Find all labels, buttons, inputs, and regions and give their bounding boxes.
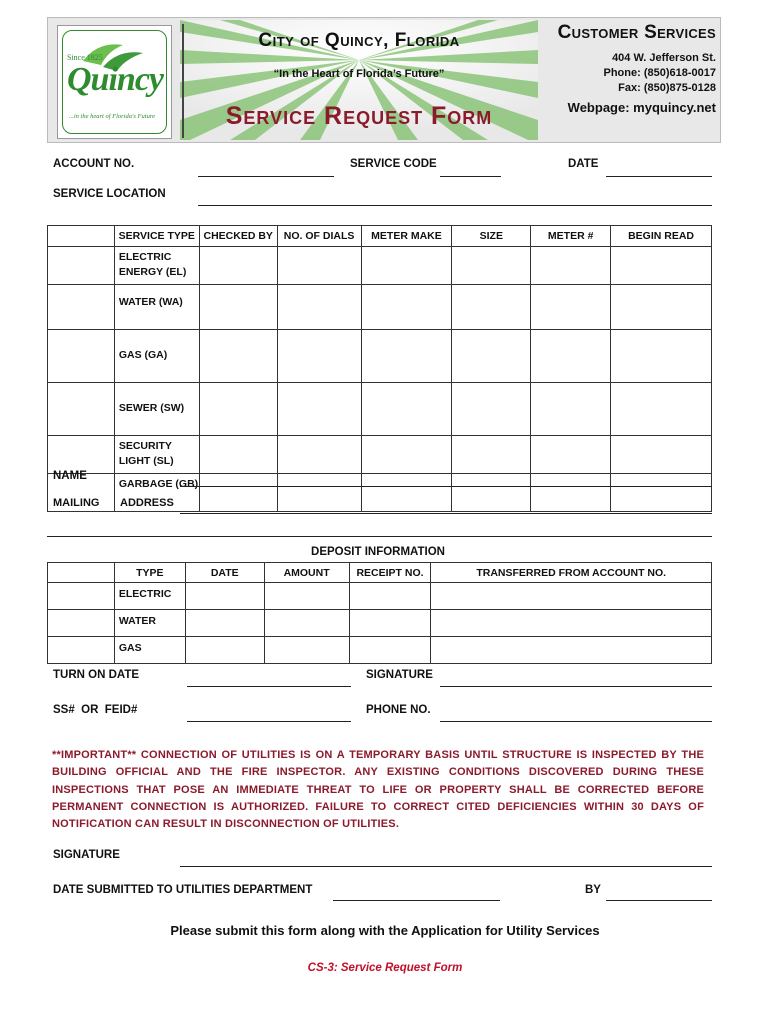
deposit-type-electric: ELECTRIC: [114, 583, 185, 610]
table-row: [48, 637, 712, 664]
row-check-cell[interactable]: [48, 436, 115, 474]
cell[interactable]: [611, 330, 712, 383]
cs-title: Customer Services: [557, 22, 716, 43]
city-logo: [62, 30, 167, 134]
table-row: [48, 436, 712, 474]
deposit-title: DEPOSIT INFORMATION: [311, 546, 445, 558]
cell[interactable]: [185, 583, 264, 610]
cell[interactable]: [531, 383, 611, 436]
cell[interactable]: [199, 383, 277, 436]
col-no-of-dials: NO. OF DIALS: [277, 226, 361, 247]
cell[interactable]: [452, 285, 531, 330]
cell[interactable]: [361, 247, 452, 285]
col-size: SIZE: [452, 226, 531, 247]
dep-col-transferred: TRANSFERRED FROM ACCOUNT NO.: [431, 563, 712, 583]
table-row: [48, 610, 712, 637]
logo-since: Since 1825: [67, 53, 103, 62]
service-type-gas: GAS (GA): [114, 330, 199, 383]
cell[interactable]: [611, 436, 712, 474]
cell[interactable]: [199, 285, 277, 330]
col-begin-read: BEGIN READ: [611, 226, 712, 247]
signature-field[interactable]: [440, 672, 712, 687]
cell[interactable]: [452, 436, 531, 474]
cell[interactable]: [431, 610, 712, 637]
cell[interactable]: [199, 330, 277, 383]
cell[interactable]: [361, 330, 452, 383]
service-type-sewer: SEWER (SW): [114, 383, 199, 436]
date-submitted-field[interactable]: [333, 886, 500, 901]
turn-on-date-field[interactable]: [187, 672, 351, 687]
footer-form-id: CS-3: Service Request Form: [307, 962, 463, 974]
dep-check-cell[interactable]: [48, 610, 115, 637]
cell[interactable]: [277, 436, 361, 474]
service-type-garbage: GARBAGE (GB): [114, 474, 199, 512]
dep-col-type: TYPE: [114, 563, 185, 583]
cell[interactable]: [277, 285, 361, 330]
cell[interactable]: [431, 583, 712, 610]
cell[interactable]: [264, 610, 349, 637]
cell[interactable]: [185, 610, 264, 637]
cell[interactable]: [277, 383, 361, 436]
cell[interactable]: [452, 247, 531, 285]
mailing-address-field[interactable]: [180, 499, 712, 514]
signature2-field[interactable]: [180, 852, 712, 867]
cell[interactable]: [349, 637, 431, 664]
mailing-label: MAILING: [53, 497, 100, 509]
account-no-label: ACCOUNT NO.: [53, 158, 135, 170]
cell[interactable]: [361, 383, 452, 436]
dep-check-col-header: [48, 563, 115, 583]
cell[interactable]: [531, 285, 611, 330]
cell[interactable]: [531, 247, 611, 285]
cell[interactable]: [452, 383, 531, 436]
service-location-label: SERVICE LOCATION: [53, 188, 166, 200]
ss-feid-label: SS# OR FEID#: [53, 704, 138, 716]
col-meter-number: METER #: [531, 226, 611, 247]
cell[interactable]: [199, 436, 277, 474]
date-field[interactable]: [606, 162, 712, 177]
cell[interactable]: [531, 330, 611, 383]
cell[interactable]: [277, 330, 361, 383]
cs-address: 404 W. Jefferson St.: [612, 52, 716, 64]
col-meter-make: METER MAKE: [361, 226, 452, 247]
service-code-field[interactable]: [440, 162, 501, 177]
cell[interactable]: [199, 247, 277, 285]
logo-tagline: ...in the heart of Florida's Future: [69, 113, 156, 120]
cell[interactable]: [431, 637, 712, 664]
tagline: “In the Heart of Florida’s Future”: [273, 68, 445, 80]
cell[interactable]: [264, 583, 349, 610]
deposit-type-gas: GAS: [114, 637, 185, 664]
date-label: DATE: [568, 158, 599, 170]
row-check-cell[interactable]: [48, 285, 115, 330]
cell[interactable]: [611, 285, 712, 330]
cell[interactable]: [611, 247, 712, 285]
mailing-address-field-2[interactable]: [47, 522, 712, 537]
cs-phone: Phone: (850)618-0017: [603, 67, 716, 79]
by-field[interactable]: [606, 886, 712, 901]
turn-on-date-label: TURN ON DATE: [53, 669, 140, 681]
phone-no-label: PHONE NO.: [366, 704, 431, 716]
signature-label: SIGNATURE: [366, 669, 433, 681]
col-checked-by: CHECKED BY: [199, 226, 277, 247]
ss-feid-field[interactable]: [187, 707, 351, 722]
service-type-security-light: SECURITY LIGHT (SL): [114, 436, 199, 474]
city-title: City of Quincy, Florida: [258, 30, 460, 51]
by-label: BY: [585, 884, 601, 896]
phone-no-field[interactable]: [440, 707, 712, 722]
table-row: [48, 583, 712, 610]
cell[interactable]: [531, 436, 611, 474]
row-check-cell[interactable]: [48, 330, 115, 383]
table-row: [48, 285, 712, 330]
customer-services-block: [544, 22, 716, 115]
cell[interactable]: [264, 637, 349, 664]
cell[interactable]: [185, 637, 264, 664]
cell[interactable]: [611, 383, 712, 436]
address-label: ADDRESS: [120, 497, 174, 509]
cell[interactable]: [277, 247, 361, 285]
form-title: Service Request Form: [225, 102, 493, 130]
cell[interactable]: [452, 330, 531, 383]
deposit-table: [47, 562, 712, 664]
dep-col-date: DATE: [185, 563, 264, 583]
row-check-cell[interactable]: [48, 383, 115, 436]
cs-web: Webpage: myquincy.net: [567, 100, 716, 115]
cell[interactable]: [361, 436, 452, 474]
col-service-type: SERVICE TYPE: [114, 226, 199, 247]
signature2-label: SIGNATURE: [53, 849, 120, 861]
cs-fax: Fax: (850)875-0128: [618, 82, 716, 94]
logo-text: Quincy: [67, 61, 163, 98]
dep-check-cell[interactable]: [48, 583, 115, 610]
dep-check-cell[interactable]: [48, 637, 115, 664]
cell[interactable]: [349, 583, 431, 610]
table-row: [48, 383, 712, 436]
important-notice: **IMPORTANT** CONNECTION OF UTILITIES IS ON A TEMPORARY BASIS UNTIL STRUCTURE IS INSPECTED BY THE BUILDING OFFICIAL AND THE FIRE INSPECTOR. ANY EXISTING CONDITIONS DISCOVERED DURING THESE INSPECTIONS THAT POSE AN IMMEDIATE THREAT TO LIFE OR PROPERTY SHALL BE CORRECTED BEFORE PERMANENT CONNECTION IS AUTHORIZED. FAILURE TO CORRECT CITED DEFICIENCIES WITHIN 30 DAYS OF NOTIFICATION CAN RESULT IN DISCONNECTION OF UTILITIES.: [52, 749, 704, 831]
service-type-water: WATER (WA): [114, 285, 199, 330]
cell[interactable]: [349, 610, 431, 637]
cell[interactable]: [361, 285, 452, 330]
row-check-cell[interactable]: [48, 247, 115, 285]
deposit-type-water: WATER: [114, 610, 185, 637]
service-type-electric: ELECTRIC ENERGY (EL): [114, 247, 199, 285]
table-row: [48, 247, 712, 285]
service-code-label: SERVICE CODE: [350, 158, 437, 170]
service-table: [47, 225, 712, 512]
table-row: [48, 330, 712, 383]
dep-col-receipt: RECEIPT NO.: [349, 563, 431, 583]
account-no-field[interactable]: [198, 162, 334, 177]
name-field[interactable]: [180, 472, 712, 487]
submit-note: Please submit this form along with the Application for Utility Services: [170, 923, 600, 938]
service-location-field[interactable]: [198, 191, 712, 206]
dep-col-amount: AMOUNT: [264, 563, 349, 583]
date-submitted-label: DATE SUBMITTED TO UTILITIES DEPARTMENT: [53, 884, 313, 896]
name-label: NAME: [53, 470, 87, 482]
check-col-header: [48, 226, 115, 247]
